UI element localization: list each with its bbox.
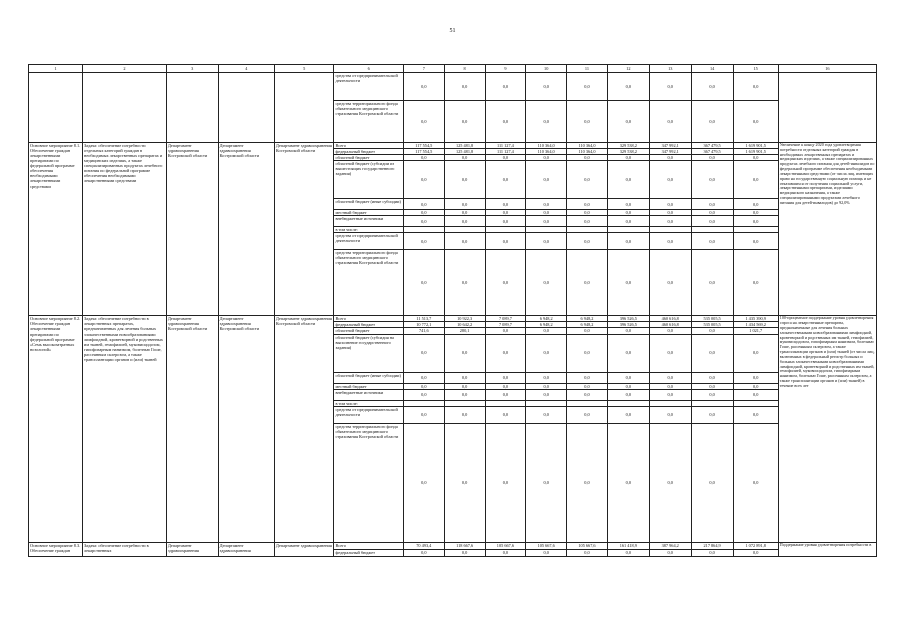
amount-cell: 0,0 — [649, 216, 691, 227]
amount-cell: 0,0 — [567, 199, 608, 210]
amount-cell: 0,0 — [485, 328, 526, 334]
funding-source-cell: областной бюджет (субсидия на выполнение государственного задания) — [334, 334, 403, 372]
executor-cell — [166, 73, 218, 143]
amount-cell: 0,0 — [403, 250, 444, 316]
amount-cell: 0,0 — [649, 250, 691, 316]
amount-cell: 0,0 — [485, 383, 526, 389]
amount-cell: 0,0 — [403, 334, 444, 372]
amount-cell: 0,0 — [526, 334, 567, 372]
column-number-header: 15 — [733, 65, 778, 73]
amount-cell: 117 554,5 — [403, 143, 444, 149]
funding-source-cell: местный бюджет — [334, 210, 403, 216]
amount-cell: 10 772,1 — [403, 322, 444, 328]
amount-cell: 125 481,8 — [444, 143, 485, 149]
amount-cell: 0,0 — [403, 155, 444, 161]
amount-cell: 0,0 — [691, 101, 733, 143]
amount-cell: 0,0 — [485, 233, 526, 250]
amount-cell: 0,0 — [403, 549, 444, 556]
amount-cell: 0,0 — [403, 101, 444, 143]
funding-source-cell: местный бюджет — [334, 383, 403, 389]
amount-cell: 0,0 — [733, 549, 778, 556]
funding-source-cell: внебюджетные источники — [334, 216, 403, 227]
participant-cell: Департамент здравоохранения Костромской области — [274, 143, 334, 316]
amount-cell: 125 481,8 — [444, 149, 485, 155]
amount-cell: 0,0 — [733, 233, 778, 250]
amount-cell: 0,0 — [444, 549, 485, 556]
amount-cell: 0,0 — [649, 101, 691, 143]
amount-cell: 0,0 — [567, 73, 608, 101]
amount-cell: 0,0 — [567, 233, 608, 250]
amount-cell: 0,0 — [649, 161, 691, 199]
column-number-header: 5 — [274, 65, 334, 73]
amount-cell: 0,0 — [607, 389, 649, 400]
amount-cell: 7 089,7 — [485, 322, 526, 328]
amount-cell: 0,0 — [444, 101, 485, 143]
amount-cell: 0,0 — [567, 334, 608, 372]
amount-cell: 0,0 — [607, 423, 649, 542]
amount-cell: 6 948,2 — [567, 322, 608, 328]
amount-cell: 0,0 — [607, 73, 649, 101]
amount-cell: 741,6 — [403, 328, 444, 334]
funding-source-cell: в том числе: — [334, 400, 403, 406]
amount-cell: 0,0 — [691, 406, 733, 423]
participant-cell: Департамент здравоохранения Костромской области — [274, 316, 334, 542]
amount-cell: 0,0 — [567, 216, 608, 227]
amount-cell: 0,0 — [403, 199, 444, 210]
amount-cell: 0,0 — [444, 73, 485, 101]
executor-cell: Департамент здравоохранения Костромской области — [166, 316, 218, 542]
amount-cell: 0,0 — [691, 372, 733, 383]
amount-cell: 10 642,2 — [444, 322, 485, 328]
coexecutor-cell: Департамент здравоохранения Костромской области — [218, 316, 274, 542]
funding-source-cell: средства от предпринимательской деятельности — [334, 406, 403, 423]
column-number-header: 14 — [691, 65, 733, 73]
amount-cell: 0,0 — [607, 161, 649, 199]
amount-cell: 0,0 — [444, 233, 485, 250]
amount-cell: 1 072 891,8 — [733, 542, 778, 549]
amount-cell: 535 005,5 — [691, 322, 733, 328]
amount-cell: 0,0 — [526, 210, 567, 216]
amount-cell: 0,0 — [691, 216, 733, 227]
task-cell — [83, 73, 167, 143]
amount-cell: 0,0 — [403, 406, 444, 423]
amount-cell: 0,0 — [607, 549, 649, 556]
amount-cell: 0,0 — [485, 334, 526, 372]
column-number-header: 2 — [83, 65, 167, 73]
participant-cell — [274, 73, 334, 143]
amount-cell: 0,0 — [526, 216, 567, 227]
column-number-header: 3 — [166, 65, 218, 73]
funding-source-cell: средства территориального фонда обязательного медицинского страхования Костромской области — [334, 423, 403, 542]
amount-cell: 329 538,2 — [607, 149, 649, 155]
amount-cell: 0,0 — [526, 155, 567, 161]
amount-cell: 111 127,4 — [485, 149, 526, 155]
funding-source-cell: Всего — [334, 143, 403, 149]
amount-cell: 0,0 — [567, 383, 608, 389]
amount-cell: 0,0 — [691, 233, 733, 250]
amount-cell: 1 619 901,5 — [733, 143, 778, 149]
amount-cell: 0,0 — [485, 161, 526, 199]
program-funding-table — [28, 64, 877, 557]
amount-cell: 367 479,5 — [691, 143, 733, 149]
amount-cell: 0,0 — [733, 216, 778, 227]
amount-cell: 0,0 — [444, 372, 485, 383]
amount-cell: 0,0 — [607, 233, 649, 250]
executor-cell: Департамент здравоохранения — [166, 542, 218, 556]
measure-name-cell: Основное мероприятие 8.1. Обеспечение граждан лекарственными препаратами по федеральной программе обеспечения необходимыми лекарственными средствами — [29, 143, 83, 316]
funding-source-cell: средства территориального фонда обязательного медицинского страхования Костромской области — [334, 250, 403, 316]
amount-cell: 0,0 — [567, 328, 608, 334]
amount-cell: 0,0 — [733, 383, 778, 389]
funding-source-cell: областной бюджет (иные субсидии) — [334, 199, 403, 210]
amount-cell: 460 616,8 — [649, 322, 691, 328]
column-number-header: 7 — [403, 65, 444, 73]
amount-cell: 0,0 — [649, 372, 691, 383]
amount-cell: 0,0 — [733, 199, 778, 210]
amount-cell: 0,0 — [485, 372, 526, 383]
amount-cell: 0,0 — [649, 155, 691, 161]
funding-source-cell: внебюджетные источники — [334, 389, 403, 400]
amount-cell: 0,0 — [649, 199, 691, 210]
amount-cell: 0,0 — [444, 199, 485, 210]
amount-cell: 0,0 — [649, 328, 691, 334]
amount-cell: 0,0 — [485, 210, 526, 216]
amount-cell: 0,0 — [526, 383, 567, 389]
amount-cell: 0,0 — [607, 199, 649, 210]
amount-cell: 0,0 — [485, 155, 526, 161]
coexecutor-cell: Департамент здравоохранения Костромской области — [218, 143, 274, 316]
task-cell: Задача: обеспечение потребности в лекарственных препаратах, предназначенных для лечения больных злокачественными новообразованиями лимфоидной, кроветворной и родственных им тканей, гемофилией, муковисцидозом, гипофизарным нанизмом, болезнью Гоше, рассеянным склерозом, а также трансплантации органов и (или) тканей — [83, 316, 167, 542]
participant-cell: Департамент здравоохранения — [274, 542, 334, 556]
amount-cell: 161 418,9 — [607, 542, 649, 549]
amount-cell: 0,0 — [691, 334, 733, 372]
amount-cell: 0,0 — [526, 406, 567, 423]
funding-source-cell: Всего — [334, 316, 403, 322]
amount-cell: 0,0 — [485, 549, 526, 556]
amount-cell: 117 554,5 — [403, 149, 444, 155]
amount-cell: 0,0 — [485, 216, 526, 227]
amount-cell: 0,0 — [444, 210, 485, 216]
amount-cell: 0,0 — [691, 210, 733, 216]
amount-cell: 0,0 — [607, 155, 649, 161]
measure-name-cell: Основное мероприятие 8.3. Обеспечение граждан — [29, 542, 83, 556]
amount-cell: 118 667,6 — [444, 542, 485, 549]
amount-cell: 0,0 — [607, 383, 649, 389]
amount-cell: 0,0 — [649, 73, 691, 101]
amount-cell: 0,0 — [733, 406, 778, 423]
amount-cell: 0,0 — [403, 372, 444, 383]
amount-cell: 0,0 — [649, 549, 691, 556]
amount-cell: 11 513,7 — [403, 316, 444, 322]
amount-cell: 0,0 — [485, 406, 526, 423]
expected-result-cell: Поддержание уровня удовлетворения потребности в — [778, 542, 876, 556]
amount-cell: 0,0 — [691, 389, 733, 400]
amount-cell: 387 964,2 — [649, 542, 691, 549]
amount-cell: 0,0 — [733, 73, 778, 101]
amount-cell: 367 479,5 — [691, 149, 733, 155]
column-number-header: 12 — [607, 65, 649, 73]
amount-cell: 0,0 — [691, 549, 733, 556]
amount-cell: 0,0 — [567, 549, 608, 556]
column-number-header: 11 — [567, 65, 608, 73]
amount-cell: 105 667,6 — [567, 542, 608, 549]
amount-cell: 0,0 — [607, 250, 649, 316]
amount-cell: 396 526,5 — [607, 322, 649, 328]
amount-cell: 0,0 — [526, 372, 567, 383]
amount-cell: 6 948,2 — [567, 316, 608, 322]
amount-cell: 0,0 — [733, 210, 778, 216]
amount-cell: 0,0 — [733, 250, 778, 316]
amount-cell: 0,0 — [691, 250, 733, 316]
amount-cell: 0,0 — [691, 423, 733, 542]
amount-cell: 110 364,0 — [567, 143, 608, 149]
amount-cell: 0,0 — [607, 334, 649, 372]
amount-cell: 0,0 — [733, 101, 778, 143]
amount-cell: 0,0 — [403, 210, 444, 216]
amount-cell: 0,0 — [526, 161, 567, 199]
amount-cell: 0,0 — [691, 383, 733, 389]
amount-cell: 0,0 — [444, 423, 485, 542]
amount-cell: 0,0 — [444, 216, 485, 227]
funding-source-cell: средства территориального фонда обязательного медицинского страхования Костромской области — [334, 101, 403, 143]
funding-source-cell: Всего — [334, 542, 403, 549]
funding-source-cell: федеральный бюджет — [334, 322, 403, 328]
amount-cell: 0,0 — [485, 101, 526, 143]
amount-cell: 0,0 — [567, 155, 608, 161]
amount-cell: 0,0 — [733, 155, 778, 161]
funding-source-cell: федеральный бюджет — [334, 549, 403, 556]
amount-cell: 1 021,7 — [733, 328, 778, 334]
column-number-header: 8 — [444, 65, 485, 73]
amount-cell: 0,0 — [567, 210, 608, 216]
amount-cell: 0,0 — [403, 383, 444, 389]
amount-cell: 0,0 — [567, 101, 608, 143]
amount-cell: 0,0 — [733, 372, 778, 383]
amount-cell: 0,0 — [444, 406, 485, 423]
amount-cell: 105 667,6 — [526, 542, 567, 549]
column-number-header: 1 — [29, 65, 83, 73]
amount-cell: 0,0 — [526, 549, 567, 556]
amount-cell: 0,0 — [485, 389, 526, 400]
amount-cell: 0,0 — [403, 73, 444, 101]
funding-source-cell: областной бюджет — [334, 328, 403, 334]
amount-cell: 0,0 — [485, 199, 526, 210]
amount-cell: 396 526,5 — [607, 316, 649, 322]
task-cell: Задача: обеспечение потребности в лекарственных — [83, 542, 167, 556]
amount-cell: 0,0 — [526, 389, 567, 400]
amount-cell: 0,0 — [567, 406, 608, 423]
table-row — [29, 73, 877, 101]
amount-cell: 0,0 — [607, 101, 649, 143]
amount-cell: 0,0 — [444, 383, 485, 389]
amount-cell: 0,0 — [691, 161, 733, 199]
amount-cell: 0,0 — [649, 383, 691, 389]
amount-cell: 0,0 — [649, 389, 691, 400]
amount-cell: 0,0 — [691, 199, 733, 210]
amount-cell: 329 538,2 — [607, 143, 649, 149]
amount-cell: 0,0 — [444, 161, 485, 199]
amount-cell: 0,0 — [691, 155, 733, 161]
amount-cell: 0,0 — [649, 406, 691, 423]
amount-cell: 0,0 — [567, 389, 608, 400]
amount-cell: 110 364,0 — [567, 149, 608, 155]
amount-cell: 0,0 — [526, 199, 567, 210]
amount-cell: 0,0 — [607, 216, 649, 227]
expected-result-cell: 100-процентное поддержание уровня удовлетворения спроса на лекарственные препараты, предназначенные для лечения больных злокачественными новообразованиями лимфоидной, кроветворной и родственных им тканей, гемофилией, муковисцидозом, гипофизарным нанизмом, болезнью Гоше, рассеянным склерозом, а также трансплантации органов и (или) тканей (от числа лиц, включенных в федеральный регистр больных и больных злокачественными новообразованиями лимфоидной, кроветворной и родственных им тканей, гемофилией, муковисцидозом, гипофизарным нанизмом, болезнью Гоше, рассеянным склерозом, а также трансплантации органов и (или) тканей) в течение всех лет — [778, 316, 876, 542]
amount-cell: 0,0 — [526, 250, 567, 316]
coexecutor-cell: Департамент здравоохранения — [218, 542, 274, 556]
funding-source-cell: в том числе: — [334, 227, 403, 233]
page-number: 51 — [449, 28, 456, 34]
amount-cell: 0,0 — [733, 389, 778, 400]
amount-cell: 0,0 — [649, 423, 691, 542]
table-row — [29, 542, 877, 549]
amount-cell: 70 493,4 — [403, 542, 444, 549]
amount-cell: 0,0 — [567, 250, 608, 316]
amount-cell: 535 005,5 — [691, 316, 733, 322]
amount-cell: 6 948,2 — [526, 322, 567, 328]
amount-cell: 0,0 — [444, 389, 485, 400]
amount-cell: 1 619 901,5 — [733, 149, 778, 155]
coexecutor-cell — [218, 73, 274, 143]
expected-result-cell — [778, 73, 876, 143]
amount-cell: 0,0 — [444, 155, 485, 161]
expected-result-cell: Увеличение к концу 2020 года удовлетворения потребности отдельных категорий граждан в необходимых лекарственных препаратах и медицинских изделиях, а также специализированных продуктах лечебного питания для детей-инвалидов по федеральной программе обеспечения необходимыми лекарственными средствами (от числа лиц, имеющих право на государственную социальную помощь и не отказавшихся от получения социальной услуги, лекарственными препаратами, изделиями медицинского назначения, а также специализированными продуктами лечебного питания для детей-инвалидов) до 92,0% — [778, 143, 876, 316]
measure-name-cell — [29, 73, 83, 143]
amount-cell: 0,0 — [444, 334, 485, 372]
amount-cell: 0,0 — [607, 210, 649, 216]
amount-cell: 0,0 — [526, 101, 567, 143]
column-number-header: 16 — [778, 65, 876, 73]
amount-cell: 110 364,0 — [526, 143, 567, 149]
amount-cell: 0,0 — [526, 423, 567, 542]
amount-cell: 0,0 — [649, 210, 691, 216]
header-row — [29, 65, 877, 73]
funding-source-cell: областной бюджет (иные субсидии) — [334, 372, 403, 383]
funding-source-cell: областной бюджет — [334, 155, 403, 161]
amount-cell: 0,0 — [733, 423, 778, 542]
amount-cell: 0,0 — [691, 73, 733, 101]
amount-cell: 0,0 — [526, 233, 567, 250]
amount-cell: 110 364,0 — [526, 149, 567, 155]
funding-source-cell: средства от предпринимательской деятельности — [334, 233, 403, 250]
amount-cell: 347 992,1 — [649, 143, 691, 149]
amount-cell: 0,0 — [567, 161, 608, 199]
amount-cell: 0,0 — [649, 334, 691, 372]
amount-cell: 0,0 — [607, 406, 649, 423]
amount-cell: 0,0 — [403, 216, 444, 227]
funding-source-cell: областной бюджет (субсидии из вышестоящих государственного задания) — [334, 161, 403, 199]
amount-cell: 0,0 — [403, 423, 444, 542]
amount-cell: 0,0 — [403, 161, 444, 199]
amount-cell: 0,0 — [444, 250, 485, 316]
measure-name-cell: Основное мероприятие 8.2. Обеспечение граждан лекарственными препаратами по федеральной программе «Семь высокозатратных нозологий» — [29, 316, 83, 542]
amount-cell: 460 616,8 — [649, 316, 691, 322]
amount-cell: 347 992,1 — [649, 149, 691, 155]
funding-source-cell: федеральный бюджет — [334, 149, 403, 155]
amount-cell: 0,0 — [403, 233, 444, 250]
amount-cell: 217 864,9 — [691, 542, 733, 549]
task-cell: Задача: обеспечение потребности отдельных категорий граждан в необходимых лекарственных препаратах и медицинских изделиях, а также специализированных продуктах лечебного питания по федеральной программе обеспечения необходимыми лекарственными средствами — [83, 143, 167, 316]
amount-cell: 0,0 — [567, 423, 608, 542]
amount-cell: 0,0 — [607, 328, 649, 334]
amount-cell: 105 667,6 — [485, 542, 526, 549]
amount-cell: 7 089,7 — [485, 316, 526, 322]
executor-cell: Департамент здравоохранения Костромской области — [166, 143, 218, 316]
amount-cell: 0,0 — [649, 233, 691, 250]
amount-cell: 0,0 — [526, 73, 567, 101]
amount-cell: 111 127,4 — [485, 143, 526, 149]
amount-cell: 10 922,3 — [444, 316, 485, 322]
amount-cell: 0,0 — [485, 73, 526, 101]
amount-cell: 0,0 — [567, 372, 608, 383]
amount-cell: 0,0 — [733, 161, 778, 199]
amount-cell: 0,0 — [733, 334, 778, 372]
column-number-header: 10 — [526, 65, 567, 73]
amount-cell: 0,0 — [403, 389, 444, 400]
column-number-header: 6 — [334, 65, 403, 73]
amount-cell: 0,0 — [485, 423, 526, 542]
column-number-header: 13 — [649, 65, 691, 73]
column-number-header: 9 — [485, 65, 526, 73]
amount-cell: 0,0 — [526, 328, 567, 334]
amount-cell: 0,0 — [607, 372, 649, 383]
amount-cell: 280,1 — [444, 328, 485, 334]
amount-cell: 6 948,2 — [526, 316, 567, 322]
amount-cell: 0,0 — [485, 250, 526, 316]
funding-source-cell: средства от предпринимательской деятельности — [334, 73, 403, 101]
column-number-header: 4 — [218, 65, 274, 73]
amount-cell: 0,0 — [691, 328, 733, 334]
amount-cell: 1 435 390,9 — [733, 316, 778, 322]
amount-cell: 1 434 569,2 — [733, 322, 778, 328]
